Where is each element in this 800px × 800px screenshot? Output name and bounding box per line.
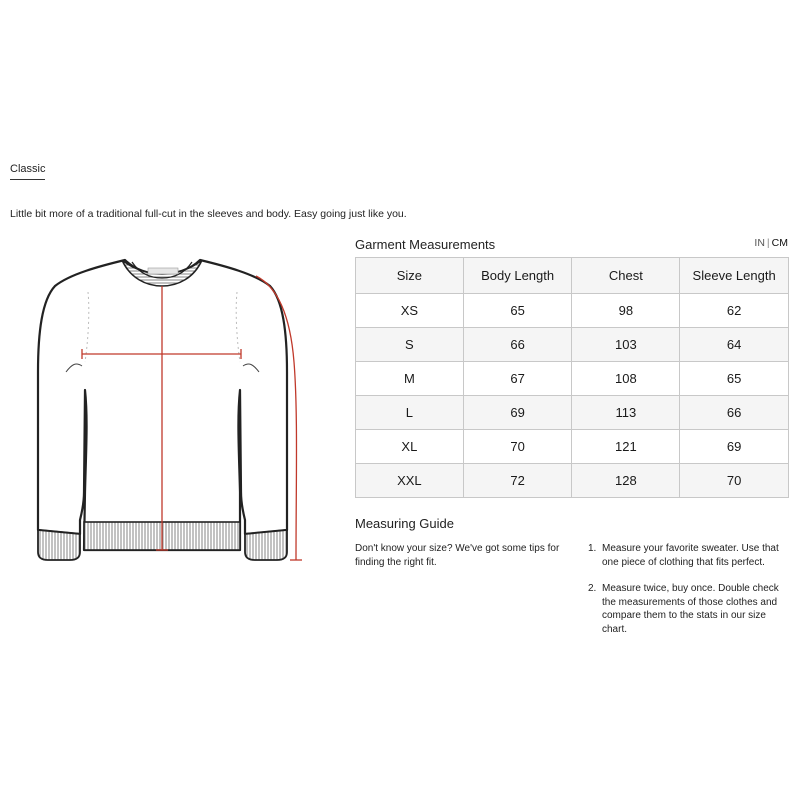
- column-header-chest: Chest: [572, 258, 680, 294]
- unit-cm-option[interactable]: CM: [771, 237, 788, 249]
- table-header-row: [356, 258, 789, 294]
- table-cell: XL: [356, 430, 464, 464]
- list-item: [588, 582, 788, 636]
- tip-text: Measure twice, buy once. Double check the measurements of those clothes and compare them to the stats in our size chart.: [602, 583, 779, 635]
- table-cell: 128: [572, 464, 680, 498]
- table-cell: 72: [463, 464, 572, 498]
- table-row: [356, 430, 789, 464]
- tip-number: 1.: [588, 543, 597, 554]
- table-cell: 113: [572, 396, 680, 430]
- table-cell: 62: [680, 294, 789, 328]
- garment-measurements-title: Garment Measurements: [355, 237, 496, 252]
- table-cell: XS: [356, 294, 464, 328]
- size-table: [355, 257, 789, 498]
- list-item: [588, 542, 788, 569]
- table-cell: 66: [680, 396, 789, 430]
- unit-toggle[interactable]: [754, 237, 788, 249]
- table-cell: S: [356, 328, 464, 362]
- column-header-body-length: Body Length: [463, 258, 572, 294]
- table-cell: 67: [463, 362, 572, 396]
- table-row: [356, 396, 789, 430]
- table-row: [356, 328, 789, 362]
- measuring-tips-list: [588, 542, 788, 649]
- table-cell: 65: [680, 362, 789, 396]
- unit-separator: |: [766, 237, 770, 249]
- table-cell: 69: [680, 430, 789, 464]
- table-cell: 70: [463, 430, 572, 464]
- table-cell: 98: [572, 294, 680, 328]
- measuring-guide-title: Measuring Guide: [355, 516, 454, 531]
- tab-classic[interactable]: Classic: [10, 163, 45, 180]
- table-cell: 108: [572, 362, 680, 396]
- column-header-size: Size: [356, 258, 464, 294]
- table-cell: 64: [680, 328, 789, 362]
- table-cell: 65: [463, 294, 572, 328]
- table-cell: M: [356, 362, 464, 396]
- unit-in-option[interactable]: IN: [754, 237, 765, 249]
- table-cell: 69: [463, 396, 572, 430]
- measuring-guide-intro: Don't know your size? We've got some tips for finding the right fit.: [355, 543, 560, 568]
- table-cell: XXL: [356, 464, 464, 498]
- table-cell: 121: [572, 430, 680, 464]
- table-cell: L: [356, 396, 464, 430]
- table-cell: 70: [680, 464, 789, 498]
- column-header-sleeve-length: Sleeve Length: [680, 258, 789, 294]
- sweater-measurement-icon: [30, 252, 320, 572]
- table-row: [356, 464, 789, 498]
- fit-description: Little bit more of a traditional full-cut in the sleeves and body. Easy going just like you.: [10, 208, 407, 220]
- table-cell: 66: [463, 328, 572, 362]
- table-cell: 103: [572, 328, 680, 362]
- tip-text: Measure your favorite sweater. Use that one piece of clothing that fits perfect.: [602, 543, 779, 568]
- table-row: [356, 294, 789, 328]
- table-row: [356, 362, 789, 396]
- tip-number: 2.: [588, 583, 597, 594]
